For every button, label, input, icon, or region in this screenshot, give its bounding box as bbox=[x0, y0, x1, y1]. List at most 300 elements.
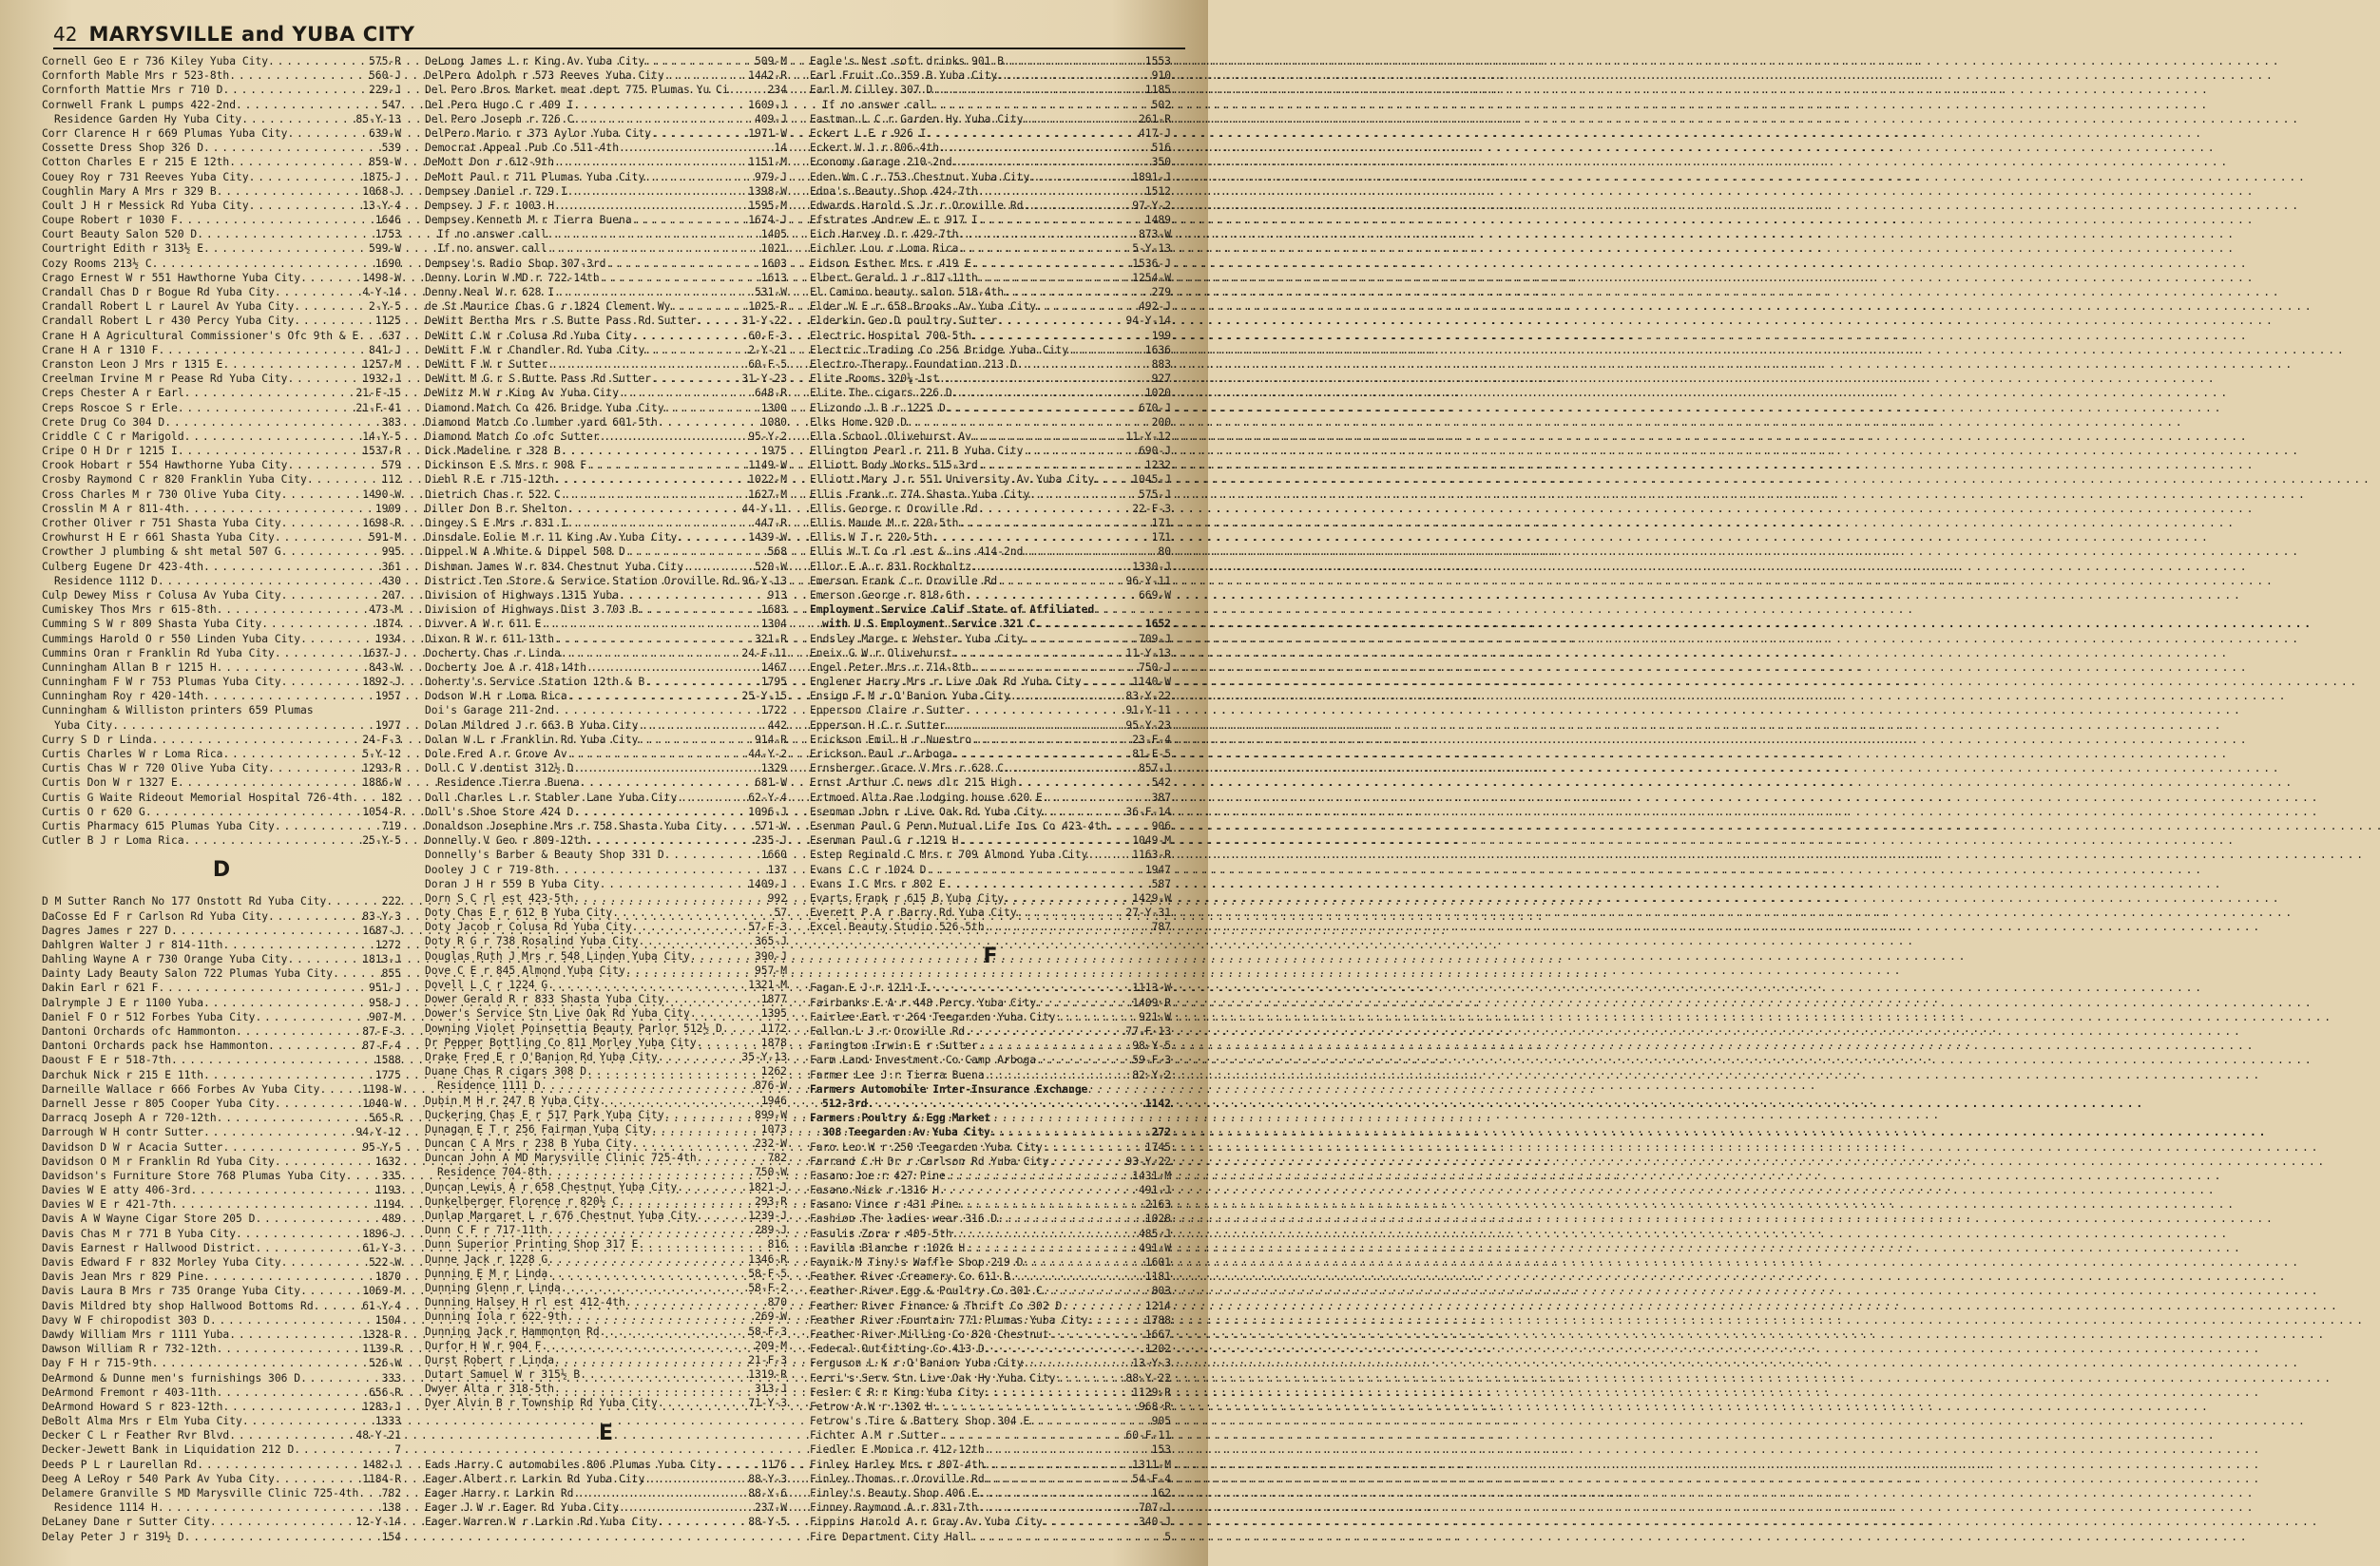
listing-name: Crago Ernest W r 551 Hawthorne Yuba City bbox=[42, 271, 301, 284]
listing-entry bbox=[42, 805, 401, 819]
listing-name: Deeds P L r Laurellan Rd bbox=[42, 1458, 198, 1471]
listing-name: Esenman John r Live Oak Rd Yuba City bbox=[810, 805, 1043, 818]
listing-entry bbox=[425, 588, 787, 602]
listing-name: de St Maurice Chas G r 1824 Clement Wy bbox=[425, 300, 671, 314]
listing-phone: 1304 bbox=[760, 618, 787, 631]
listing-entry bbox=[425, 560, 787, 574]
dot-leader bbox=[690, 1006, 761, 1021]
listing-entry bbox=[810, 574, 1171, 588]
listing-entry bbox=[42, 241, 401, 256]
listing-entry bbox=[425, 920, 787, 934]
listing-name: Cozy Rooms 213½ C bbox=[42, 257, 152, 270]
dot-leader bbox=[178, 213, 375, 227]
listing-phone: 1239-J bbox=[748, 1210, 787, 1222]
dot-leader bbox=[145, 805, 362, 819]
listing-name: Ernst Arthur C news dlr 215 High bbox=[810, 776, 1017, 790]
listing-name: Electric Trading Co 256 Bridge Yuba City bbox=[810, 343, 1069, 356]
dot-leader bbox=[1049, 1327, 1145, 1342]
listing-phone: 82-Y-2 bbox=[1132, 1068, 1171, 1081]
listing-phone: 1722 bbox=[760, 704, 787, 717]
listing-phone: 235-J bbox=[754, 834, 787, 848]
dot-leader bbox=[619, 141, 774, 155]
listing-entry bbox=[42, 1414, 401, 1428]
dot-leader bbox=[985, 1442, 1152, 1457]
dot-leader bbox=[677, 791, 748, 805]
listing-entry bbox=[42, 952, 401, 966]
listing-phone: 2-Y-5 bbox=[368, 300, 401, 314]
listing-name: Dempsey Kenneth M r Tierra Buena bbox=[425, 214, 632, 227]
listing-name: Dutart Samuel W r 315½ B bbox=[425, 1368, 581, 1382]
listing-name: Elite The cigars 226 D bbox=[810, 387, 952, 400]
listing-name: Creps Chester A r Earl bbox=[42, 387, 184, 400]
listing-phone: 96-Y-11 bbox=[1125, 574, 1171, 587]
listing-phone: 430 bbox=[381, 574, 401, 587]
listing-entry bbox=[810, 1024, 1171, 1039]
listing-name: Cross Charles M r 730 Olive Yuba City bbox=[42, 487, 281, 501]
listing-name: with U S Employment Service 321 C bbox=[822, 618, 1036, 631]
listing-entry bbox=[425, 458, 787, 472]
listing-phone: 1909 bbox=[374, 502, 401, 515]
dot-leader bbox=[217, 660, 369, 675]
listing-phone: 23-F-4 bbox=[1132, 733, 1171, 746]
listing-name: Delamere Granville S MD Marysville Clinic 725-4th bbox=[42, 1487, 359, 1499]
listing-phone: 1139-R bbox=[362, 1343, 401, 1356]
dot-leader bbox=[547, 357, 748, 372]
listing-name: Davidson O M r Franklin Rd Yuba City bbox=[42, 1155, 275, 1168]
listing-phone: 502 bbox=[1151, 98, 1171, 111]
listing-phone: 1753 bbox=[374, 228, 401, 241]
listing-entry bbox=[42, 675, 401, 689]
listing-entry bbox=[42, 487, 401, 502]
listing-entry bbox=[425, 949, 787, 964]
dot-leader bbox=[1068, 343, 1145, 357]
listing-name: Finney Raymond A r 831-7th bbox=[810, 1501, 978, 1515]
listing-phone: 1049-M bbox=[1132, 834, 1171, 848]
listing-name: Diamond Match Co lumber yard 601-5th bbox=[425, 415, 658, 429]
listing-phone: 531-W bbox=[754, 286, 787, 298]
listing-name: Docherty Joe A r 418-14th bbox=[425, 660, 587, 674]
listing-name: Durst Robert r Linda bbox=[425, 1353, 555, 1366]
listing-phone: 24-F-11 bbox=[741, 646, 787, 659]
dot-leader bbox=[268, 1039, 362, 1053]
listing-phone: 906 bbox=[1151, 819, 1171, 832]
listing-name: Crosslin M A r 811-4th bbox=[42, 502, 184, 515]
listing-phone: 571-W bbox=[754, 819, 787, 832]
dot-leader bbox=[932, 1400, 1139, 1414]
listing-phone: 209-M bbox=[754, 1339, 787, 1352]
listing-entry bbox=[810, 430, 1171, 444]
listing-entry bbox=[425, 241, 787, 256]
listing-phone: 1877 bbox=[760, 993, 787, 1006]
listing-name: If no answer call bbox=[437, 242, 547, 256]
listing-name: Doty Jacob r Colusa Rd Yuba City bbox=[425, 921, 632, 934]
dot-leader bbox=[573, 805, 748, 819]
listing-name: Eden Wm C r 753 Chestnut Yuba City bbox=[810, 170, 1030, 183]
dot-leader bbox=[586, 833, 755, 848]
dot-leader bbox=[217, 1111, 369, 1125]
listing-phone: 58-F-3 bbox=[748, 1325, 787, 1338]
listing-phone: 80 bbox=[1158, 545, 1171, 559]
listing-name: Doran J H r 559 B Yuba City bbox=[425, 877, 600, 890]
dot-leader bbox=[1043, 791, 1152, 805]
dot-leader bbox=[638, 718, 767, 733]
listing-entry bbox=[42, 981, 401, 995]
listing-entry bbox=[425, 415, 787, 430]
listing-entry bbox=[810, 1385, 1171, 1400]
dot-leader bbox=[952, 646, 1126, 660]
listing-phone: 207 bbox=[381, 588, 401, 602]
dot-leader bbox=[1004, 761, 1139, 775]
listing-phone: 1172 bbox=[760, 1022, 787, 1035]
dot-leader bbox=[600, 877, 749, 891]
listing-name: Democrat Appeal Pub Co 511-4th bbox=[425, 142, 620, 155]
listing-name: DeWitt C W r Colusa Rd Yuba City bbox=[425, 329, 632, 342]
dot-leader bbox=[567, 1309, 755, 1324]
listing-entry bbox=[42, 1270, 401, 1284]
dot-leader bbox=[978, 1500, 1139, 1515]
dot-leader bbox=[547, 1267, 748, 1281]
dot-leader bbox=[952, 1227, 1139, 1241]
dot-leader bbox=[978, 1039, 1132, 1053]
listing-entry bbox=[42, 1327, 401, 1342]
listing-phone: 1878 bbox=[760, 1036, 787, 1049]
listing-entry bbox=[425, 733, 787, 747]
dot-leader bbox=[152, 1356, 369, 1370]
dot-leader bbox=[632, 1136, 755, 1151]
listing-name: Fairlee Earl r 264 Teegarden Yuba City bbox=[810, 1010, 1056, 1023]
dot-leader bbox=[1023, 199, 1132, 213]
listing-phone: 690-J bbox=[1138, 445, 1171, 458]
listing-entry bbox=[42, 938, 401, 952]
listing-name: Finley Thomas r Oroville Rd bbox=[810, 1472, 985, 1485]
dot-leader bbox=[600, 271, 761, 285]
listing-entry bbox=[810, 401, 1171, 415]
dot-leader bbox=[722, 1022, 761, 1036]
listing-phone: 36-F-14 bbox=[1125, 805, 1171, 818]
listing-name: Culberg Eugene Dr 423-4th bbox=[42, 560, 204, 573]
listing-name: Cornforth Mattie Mrs r 710 D bbox=[42, 84, 223, 97]
listing-entry bbox=[810, 602, 1171, 617]
listing-phone: 21-F-41 bbox=[355, 401, 401, 414]
listing-entry bbox=[425, 401, 787, 415]
listing-entry bbox=[425, 617, 787, 631]
listing-phone: 1690 bbox=[374, 257, 401, 270]
listing-name: Endsley Marge r Webster Yuba City bbox=[810, 632, 1024, 645]
listing-phone: 1795 bbox=[760, 676, 787, 689]
listing-phone: 1181 bbox=[1144, 1270, 1171, 1284]
listing-phone: 560-J bbox=[368, 69, 401, 83]
listing-name: Ellis Frank r 774 Shasta Yuba City bbox=[810, 487, 1030, 501]
listing-phone: 1330-J bbox=[1132, 560, 1171, 573]
dot-leader bbox=[171, 924, 362, 938]
listing-entry bbox=[42, 141, 401, 155]
listing-phone: 857-J bbox=[1138, 762, 1171, 775]
listing-entry bbox=[42, 285, 401, 299]
dot-leader bbox=[1062, 1299, 1145, 1313]
listing-entry bbox=[810, 1515, 1171, 1529]
listing-entry bbox=[810, 314, 1171, 328]
listing-name: Feather River Egg & Poultry Co 301 C bbox=[810, 1285, 1043, 1298]
dot-leader bbox=[612, 906, 774, 920]
listing-entry bbox=[810, 1299, 1171, 1313]
dot-leader bbox=[178, 401, 356, 415]
listing-entry bbox=[425, 1382, 787, 1396]
listing-name: Evarts Frank r 615 B Yuba City bbox=[810, 891, 1005, 905]
listing-entry bbox=[425, 934, 787, 948]
listing-phone: 95-Y-5 bbox=[362, 1140, 401, 1154]
listing-phone: 1096-J bbox=[748, 805, 787, 818]
listing-entry bbox=[810, 199, 1171, 213]
listing-entry bbox=[42, 1068, 401, 1082]
listing-entry bbox=[425, 1209, 787, 1223]
dot-leader bbox=[314, 1299, 363, 1313]
dot-leader bbox=[1094, 472, 1132, 487]
listing-entry bbox=[42, 329, 401, 343]
listing-phone: 1149-W bbox=[748, 459, 787, 472]
listing-phone: 1321-M bbox=[748, 979, 787, 991]
listing-name: Curtis Don W r 1327 E bbox=[42, 776, 178, 790]
listing-entry bbox=[425, 83, 787, 97]
dot-leader bbox=[203, 996, 369, 1010]
listing-entry bbox=[810, 1212, 1171, 1226]
listing-entry bbox=[425, 1325, 787, 1339]
listing-name: Federal Outfitting Co 413 D bbox=[810, 1343, 985, 1356]
listing-phone: 13-Y-3 bbox=[1132, 1357, 1171, 1370]
dot-leader bbox=[971, 733, 1132, 747]
listing-phone: 383 bbox=[381, 415, 401, 429]
listing-name: Cotton Charles E r 215 E 12th bbox=[42, 156, 230, 169]
listing-name: Everett P A r Barry Rd Yuba City bbox=[810, 907, 1017, 920]
listing-phone: 1553 bbox=[1144, 55, 1171, 67]
dot-leader bbox=[547, 241, 761, 256]
dot-leader bbox=[573, 112, 755, 126]
listing-entry bbox=[425, 487, 787, 502]
dot-leader bbox=[222, 357, 362, 372]
listing-entry bbox=[425, 1267, 787, 1281]
dot-leader bbox=[333, 966, 382, 981]
dot-leader bbox=[1082, 675, 1133, 689]
listing-phone: 639-W bbox=[368, 126, 401, 140]
listing-name: Elliott Mary J r 551 University Av Yuba City bbox=[810, 473, 1095, 487]
dot-leader bbox=[958, 227, 1139, 241]
listing-phone: 1129-R bbox=[1132, 1385, 1171, 1399]
listing-phone: 1329 bbox=[760, 762, 787, 775]
dot-leader bbox=[958, 516, 1151, 530]
listing-phone: 1202 bbox=[1144, 1343, 1171, 1356]
listing-name: Dwyer Alta r 318-5th bbox=[425, 1383, 555, 1396]
dot-leader bbox=[997, 68, 1151, 83]
listing-phone: 958-J bbox=[368, 996, 401, 1009]
listing-name: Fichter A M r Sutter bbox=[810, 1429, 940, 1442]
listing-phone: 387 bbox=[1151, 791, 1171, 804]
listing-name: Fire Department City Hall bbox=[810, 1530, 972, 1543]
dot-leader bbox=[561, 487, 748, 502]
dot-leader bbox=[184, 502, 375, 516]
listing-name: Fetrow's Tire & Battery Shop 304 E bbox=[810, 1415, 1030, 1428]
listing-phone: 1319-R bbox=[748, 1368, 787, 1382]
dot-leader bbox=[586, 660, 761, 675]
listing-phone: 81-F-5 bbox=[1132, 748, 1171, 760]
dot-leader bbox=[716, 1458, 761, 1472]
listing-entry bbox=[42, 1515, 401, 1529]
listing-phone: 1431-M bbox=[1132, 1169, 1171, 1182]
listing-phone: 522-W bbox=[368, 1256, 401, 1269]
listing-phone: 1603 bbox=[760, 257, 787, 270]
dot-leader bbox=[1023, 112, 1139, 126]
listing-name: Ferri's Serv Stn Live Oak Hy Yuba City bbox=[810, 1371, 1056, 1385]
listing-phone: 1613 bbox=[760, 271, 787, 284]
listing-entry bbox=[810, 241, 1171, 256]
listing-phone: 1886-W bbox=[362, 776, 401, 790]
listing-entry bbox=[42, 1299, 401, 1313]
listing-name: Cumiskey Thos Mrs r 615-8th bbox=[42, 603, 217, 617]
dot-leader bbox=[664, 68, 749, 83]
listing-phone: 547 bbox=[381, 98, 401, 111]
listing-name: DeMott Don r 612-9th bbox=[425, 156, 555, 169]
listing-phone: 200 bbox=[1151, 415, 1171, 429]
listing-entry bbox=[42, 530, 401, 544]
listing-entry bbox=[42, 68, 401, 83]
listing-phone: 568 bbox=[767, 545, 787, 559]
listing-name: Dahling Wayne A r 730 Orange Yuba City bbox=[42, 953, 288, 966]
listing-name: Curtis G Waite Rideout Memorial Hospital 726-4th bbox=[42, 791, 353, 804]
dot-leader bbox=[946, 877, 1152, 891]
listing-phone: 750-J bbox=[1138, 660, 1171, 674]
listing-name: Coughlin Mary A Mrs r 329 B bbox=[42, 184, 217, 198]
listing-phone: 1687-J bbox=[362, 924, 401, 937]
listing-entry bbox=[810, 343, 1171, 357]
dot-leader bbox=[158, 574, 382, 588]
listing-name: Ferguson L K r O'Banion Yuba City bbox=[810, 1357, 1024, 1370]
listing-entry bbox=[425, 718, 787, 733]
listing-entry bbox=[810, 257, 1171, 271]
listing-name: Farmers Automobile Inter-Insurance Exchange bbox=[810, 1082, 1088, 1096]
dot-leader bbox=[229, 1428, 355, 1442]
listing-name: DeWitt F W r Sutter bbox=[425, 357, 548, 371]
listing-entry bbox=[425, 775, 787, 790]
dot-leader bbox=[952, 155, 1152, 169]
dot-leader bbox=[958, 833, 1132, 848]
listing-phone: 1957 bbox=[374, 690, 401, 703]
listing-phone: 921-W bbox=[1138, 1010, 1171, 1023]
listing-phone: 5-Y-12 bbox=[362, 748, 401, 760]
dot-leader bbox=[236, 1227, 362, 1241]
listing-entry bbox=[42, 1428, 401, 1442]
listing-name: Faynik M Tiny's Waffle Shop 219 D bbox=[810, 1256, 1024, 1269]
dot-leader bbox=[294, 299, 369, 314]
listing-name: Courtright Edith r 313½ E bbox=[42, 242, 204, 256]
listing-phone: 1490-W bbox=[362, 487, 401, 501]
listing-entry bbox=[42, 502, 401, 516]
listing-entry bbox=[810, 1486, 1171, 1500]
listing-entry bbox=[425, 1367, 787, 1382]
listing-phone: 656-R bbox=[368, 1385, 401, 1399]
dot-leader bbox=[664, 401, 761, 415]
listing-entry bbox=[42, 299, 401, 314]
dot-leader bbox=[978, 1486, 1152, 1500]
listing-phone: 883 bbox=[1151, 357, 1171, 371]
dot-leader bbox=[1023, 544, 1158, 559]
listing-name: Diamond Match Co 426 Bridge Yuba City bbox=[425, 401, 664, 414]
listing-name: Curtis Pharmacy 615 Plumas Yuba City bbox=[42, 819, 275, 832]
dot-leader bbox=[1036, 299, 1139, 314]
listing-phone: 843-W bbox=[368, 660, 401, 674]
dot-leader bbox=[222, 83, 369, 97]
dot-leader bbox=[664, 1108, 755, 1122]
listing-entry bbox=[810, 1241, 1171, 1255]
listing-name: Erickson Emil H r Nuestro bbox=[810, 733, 972, 746]
dot-leader bbox=[210, 1515, 356, 1529]
dot-leader bbox=[171, 1053, 375, 1067]
listing-entry bbox=[810, 560, 1171, 574]
listing-entry bbox=[425, 1022, 787, 1036]
dot-leader bbox=[152, 733, 363, 747]
dot-leader bbox=[1017, 906, 1126, 920]
dot-leader bbox=[580, 775, 755, 790]
dot-leader bbox=[978, 271, 1132, 285]
listing-name: Estep Reginald C Mrs r 709 Almond Yuba City bbox=[810, 849, 1088, 862]
listing-entry bbox=[42, 1155, 401, 1169]
listing-phone: 1512 bbox=[1144, 184, 1171, 198]
listing-entry bbox=[42, 372, 401, 386]
listing-entry bbox=[42, 966, 401, 981]
dot-leader bbox=[580, 1367, 748, 1382]
dot-leader bbox=[255, 1212, 381, 1226]
dot-leader bbox=[619, 588, 768, 602]
dot-leader bbox=[658, 415, 761, 430]
listing-entry bbox=[425, 891, 787, 906]
listing-entry bbox=[42, 98, 401, 112]
dot-leader bbox=[300, 1371, 382, 1385]
column-2 bbox=[425, 54, 787, 1530]
listing-phone: 171 bbox=[1151, 531, 1171, 544]
listing-phone: 575-R bbox=[368, 55, 401, 67]
listing-phone: 313-J bbox=[754, 1383, 787, 1396]
dot-leader bbox=[281, 675, 363, 689]
listing-phone: 199 bbox=[1151, 329, 1171, 342]
listing-entry bbox=[42, 1197, 401, 1212]
dot-leader bbox=[307, 472, 382, 487]
listing-name: Eager Warren W r Larkin Rd Yuba City bbox=[425, 1516, 658, 1529]
listing-entry bbox=[425, 1339, 787, 1353]
listing-entry bbox=[810, 227, 1171, 241]
dot-leader bbox=[946, 1169, 1132, 1183]
listing-entry bbox=[42, 126, 401, 141]
listing-name: Denny Neal W r 628 I bbox=[425, 286, 555, 298]
listing-name: Crandall Robert L r Laurel Av Yuba City bbox=[42, 300, 295, 314]
listing-entry bbox=[425, 1136, 787, 1151]
listing-phone: 1652 bbox=[1144, 618, 1171, 631]
dot-leader bbox=[567, 747, 749, 761]
listing-phone: 873-W bbox=[1138, 228, 1171, 241]
listing-entry bbox=[425, 299, 787, 314]
listing-phone: 1283-J bbox=[362, 1400, 401, 1413]
listing-entry bbox=[425, 964, 787, 978]
listing-phone: 5-Y-13 bbox=[1132, 242, 1171, 256]
dot-leader bbox=[261, 617, 375, 631]
listing-name: Cripe O H Dr r 1215 I bbox=[42, 445, 178, 458]
listing-phone: 669-W bbox=[1138, 588, 1171, 602]
dot-leader bbox=[171, 1197, 375, 1212]
dot-leader bbox=[1043, 1284, 1152, 1298]
dot-leader bbox=[217, 1385, 369, 1400]
listing-entry bbox=[810, 1082, 1171, 1097]
listing-phone: 1020 bbox=[1144, 387, 1171, 400]
dot-leader bbox=[632, 329, 749, 343]
listing-name: DelPero Mario r 373 Aylor Yuba City bbox=[425, 126, 652, 140]
listing-name: Efstrates Andrew E r 917 I bbox=[810, 214, 978, 227]
listing-name: Cunningham F W r 753 Plumas Yuba City bbox=[42, 676, 281, 689]
